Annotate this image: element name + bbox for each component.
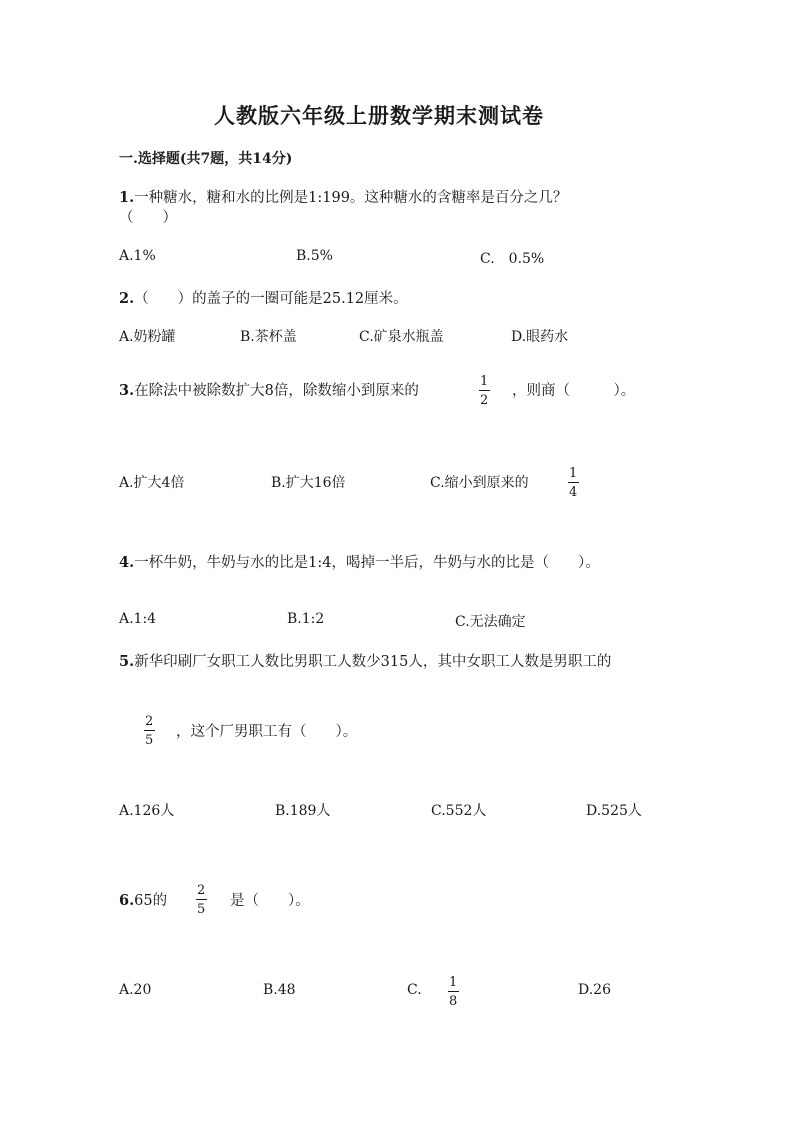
option-b[interactable]: B.1:2 bbox=[287, 611, 325, 627]
option-d[interactable]: D.眼药水 bbox=[511, 329, 569, 345]
option-b[interactable]: B.5% bbox=[296, 248, 333, 264]
question-text: 在除法中被除数扩大8倍，除数缩小到原来的 bbox=[134, 383, 419, 399]
option-c[interactable]: C.无法确定 bbox=[455, 614, 526, 630]
option-c[interactable]: C. 0.5% bbox=[480, 251, 545, 267]
fraction-denominator: 8 bbox=[449, 994, 458, 1009]
option-a[interactable]: A.20 bbox=[119, 982, 152, 998]
fraction bbox=[478, 375, 490, 407]
option-b[interactable]: B.扩大16倍 bbox=[271, 475, 346, 491]
question-text: 65的 bbox=[134, 893, 168, 909]
question-6 bbox=[119, 889, 167, 910]
question-text: 新华印刷厂女职工人数比男职工人数少315人，其中女职工人数是男职工的 bbox=[134, 654, 612, 670]
question-number: 3. bbox=[119, 382, 135, 399]
question-1-blank: （ ） bbox=[119, 210, 177, 226]
question-number: 2. bbox=[119, 290, 135, 307]
fraction-denominator: 2 bbox=[480, 393, 489, 408]
section-heading: 一.选择题(共7题，共14分) bbox=[119, 151, 293, 167]
question-5 bbox=[119, 650, 611, 671]
question-4 bbox=[119, 551, 600, 572]
fraction-numerator: 1 bbox=[449, 975, 458, 990]
question-number: 5. bbox=[119, 653, 135, 670]
question-2 bbox=[119, 287, 408, 308]
option-c[interactable]: C.缩小到原来的 bbox=[430, 475, 529, 491]
page-title: 人教版六年级上册数学期末测试卷 bbox=[214, 103, 544, 128]
option-a[interactable]: A.扩大4倍 bbox=[119, 475, 185, 491]
fraction-denominator: 5 bbox=[197, 902, 206, 917]
option-b[interactable]: B.189人 bbox=[275, 803, 331, 819]
question-text: 一种糖水，糖和水的比例是1:199。这种糖水的含糖率是百分之几？ bbox=[134, 190, 568, 206]
question-text-after: 是（ ）。 bbox=[230, 893, 310, 909]
option-a[interactable]: A.1% bbox=[119, 248, 156, 264]
fraction bbox=[195, 884, 207, 916]
option-b[interactable]: B.48 bbox=[263, 982, 296, 998]
option-d[interactable]: D.525人 bbox=[586, 803, 642, 819]
question-3 bbox=[119, 379, 419, 400]
question-text: 一杯牛奶，牛奶与水的比是1:4，喝掉一半后，牛奶与水的比是（ ）。 bbox=[134, 555, 600, 571]
fraction-denominator: 4 bbox=[569, 485, 578, 500]
question-number: 4. bbox=[119, 554, 135, 571]
option-a[interactable]: A.奶粉罐 bbox=[119, 329, 176, 345]
fraction bbox=[143, 715, 155, 747]
option-d[interactable]: D.26 bbox=[578, 982, 611, 998]
fraction-numerator: 2 bbox=[197, 883, 206, 898]
question-text: （ ）的盖子的一圈可能是25.12厘米。 bbox=[134, 291, 408, 307]
question-text-after: ，这个厂男职工有（ ）。 bbox=[176, 724, 358, 740]
option-a[interactable]: A.1:4 bbox=[119, 611, 157, 627]
fraction-numerator: 1 bbox=[480, 374, 489, 389]
fraction bbox=[447, 976, 459, 1008]
option-c[interactable]: C. bbox=[407, 982, 422, 998]
option-b[interactable]: B.茶杯盖 bbox=[240, 329, 297, 345]
option-a[interactable]: A.126人 bbox=[119, 803, 175, 819]
fraction bbox=[567, 467, 579, 499]
question-text-after: ，则商（ ）。 bbox=[512, 383, 636, 399]
option-c[interactable]: C.552人 bbox=[431, 803, 487, 819]
fraction-numerator: 1 bbox=[569, 466, 578, 481]
option-c[interactable]: C.矿泉水瓶盖 bbox=[359, 329, 444, 345]
question-number: 1. bbox=[119, 189, 135, 206]
fraction-numerator: 2 bbox=[145, 714, 154, 729]
fraction-denominator: 5 bbox=[145, 733, 154, 748]
question-number: 6. bbox=[119, 892, 135, 909]
question-1 bbox=[119, 186, 567, 207]
